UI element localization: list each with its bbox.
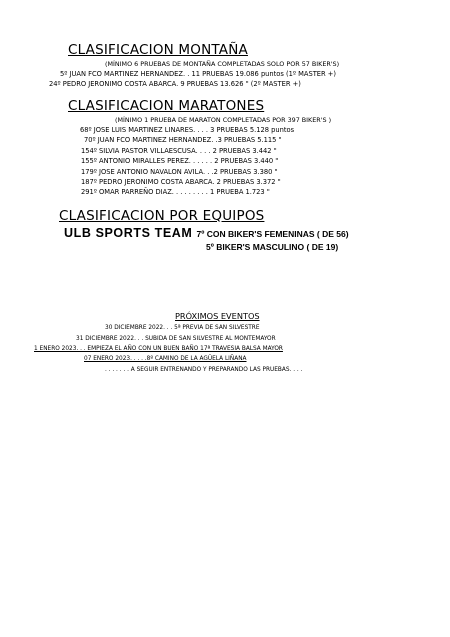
montana-row-1: 5º JUAN FCO MARTINEZ HERNANDEZ. . 11 PRUEBAS 19.086 puntos (1º MASTER +) bbox=[60, 70, 337, 78]
eventos-title: PRÓXIMOS EVENTOS bbox=[175, 311, 260, 321]
evento-2: 31 DICIEMBRE 2022. . . SUBIDA DE SAN SILVESTRE AL MONTEMAYOR bbox=[76, 336, 276, 342]
team-line bbox=[64, 226, 349, 240]
maratones-title: CLASIFICACION MARATONES bbox=[68, 98, 265, 114]
maratones-row-7: 291º OMAR PARREÑO DIAZ. . . . . . . . . 1 PRUEBA 1.723 " bbox=[81, 188, 270, 196]
maratones-row-1: 68º JOSE LUIS MARTINEZ LINARES. . . . 3 PRUEBAS 5.128 puntos bbox=[80, 126, 295, 134]
evento-3: 1 ENERO 2023. . . EMPIEZA EL AÑO CON UN BUEN BAÑO 17ª TRAVESIA BALSA MAYOR bbox=[34, 346, 283, 352]
team-femeninas: 7º CON BIKER'S FEMENINAS ( DE 56) bbox=[196, 229, 349, 239]
maratones-row-5: 179º JOSE ANTONIO NAVALON AVILA. . .2 PRUEBAS 3.380 " bbox=[81, 168, 278, 176]
evento-4: 07 ENERO 2023. . . . .8º CAMINO DE LA AGÜELA LIÑANA bbox=[84, 356, 247, 362]
maratones-row-2: 70º JUAN FCO MARTINEZ HERNANDEZ. .3 PRUEBAS 5.115 " bbox=[84, 136, 282, 144]
evento-5: . . . . . . . A SEGUIR ENTRENANDO Y PREPARANDO LAS PRUEBAS. . . . bbox=[105, 367, 303, 373]
montana-note: (MÍNIMO 6 PRUEBAS DE MONTAÑA COMPLETADAS SOLO POR 57 BIKER'S) bbox=[105, 60, 340, 68]
evento-1: 30 DICIEMBRE 2022. . . 5ª PREVIA DE SAN SILVESTRE bbox=[105, 325, 260, 331]
team-name: ULB SPORTS TEAM bbox=[64, 226, 193, 240]
equipos-title: CLASIFICACION POR EQUIPOS bbox=[59, 208, 265, 224]
maratones-row-3: 154º SILVIA PASTOR VILLAESCUSA. . . . 2 PRUEBAS 3.442 " bbox=[81, 147, 277, 155]
team-masculino: 5º BIKER'S MASCULINO ( DE 19) bbox=[206, 242, 339, 252]
maratones-row-6: 187º PEDRO JERONIMO COSTA ABARCA. 2 PRUEBAS 3.372 " bbox=[81, 178, 281, 186]
maratones-note: (MÍNIMO 1 PRUEBA DE MARATON COMPLETADAS POR 397 BIKER'S ) bbox=[115, 116, 332, 124]
montana-row-2: 24º PEDRO JERONIMO COSTA ABARCA. 9 PRUEBAS 13.626 " (2º MASTER +) bbox=[49, 80, 301, 88]
maratones-row-4: 155º ANTONIO MIRALLES PEREZ. . . . . . 2 PRUEBAS 3.440 " bbox=[81, 157, 279, 165]
montana-title: CLASIFICACION MONTAÑA bbox=[68, 42, 248, 58]
